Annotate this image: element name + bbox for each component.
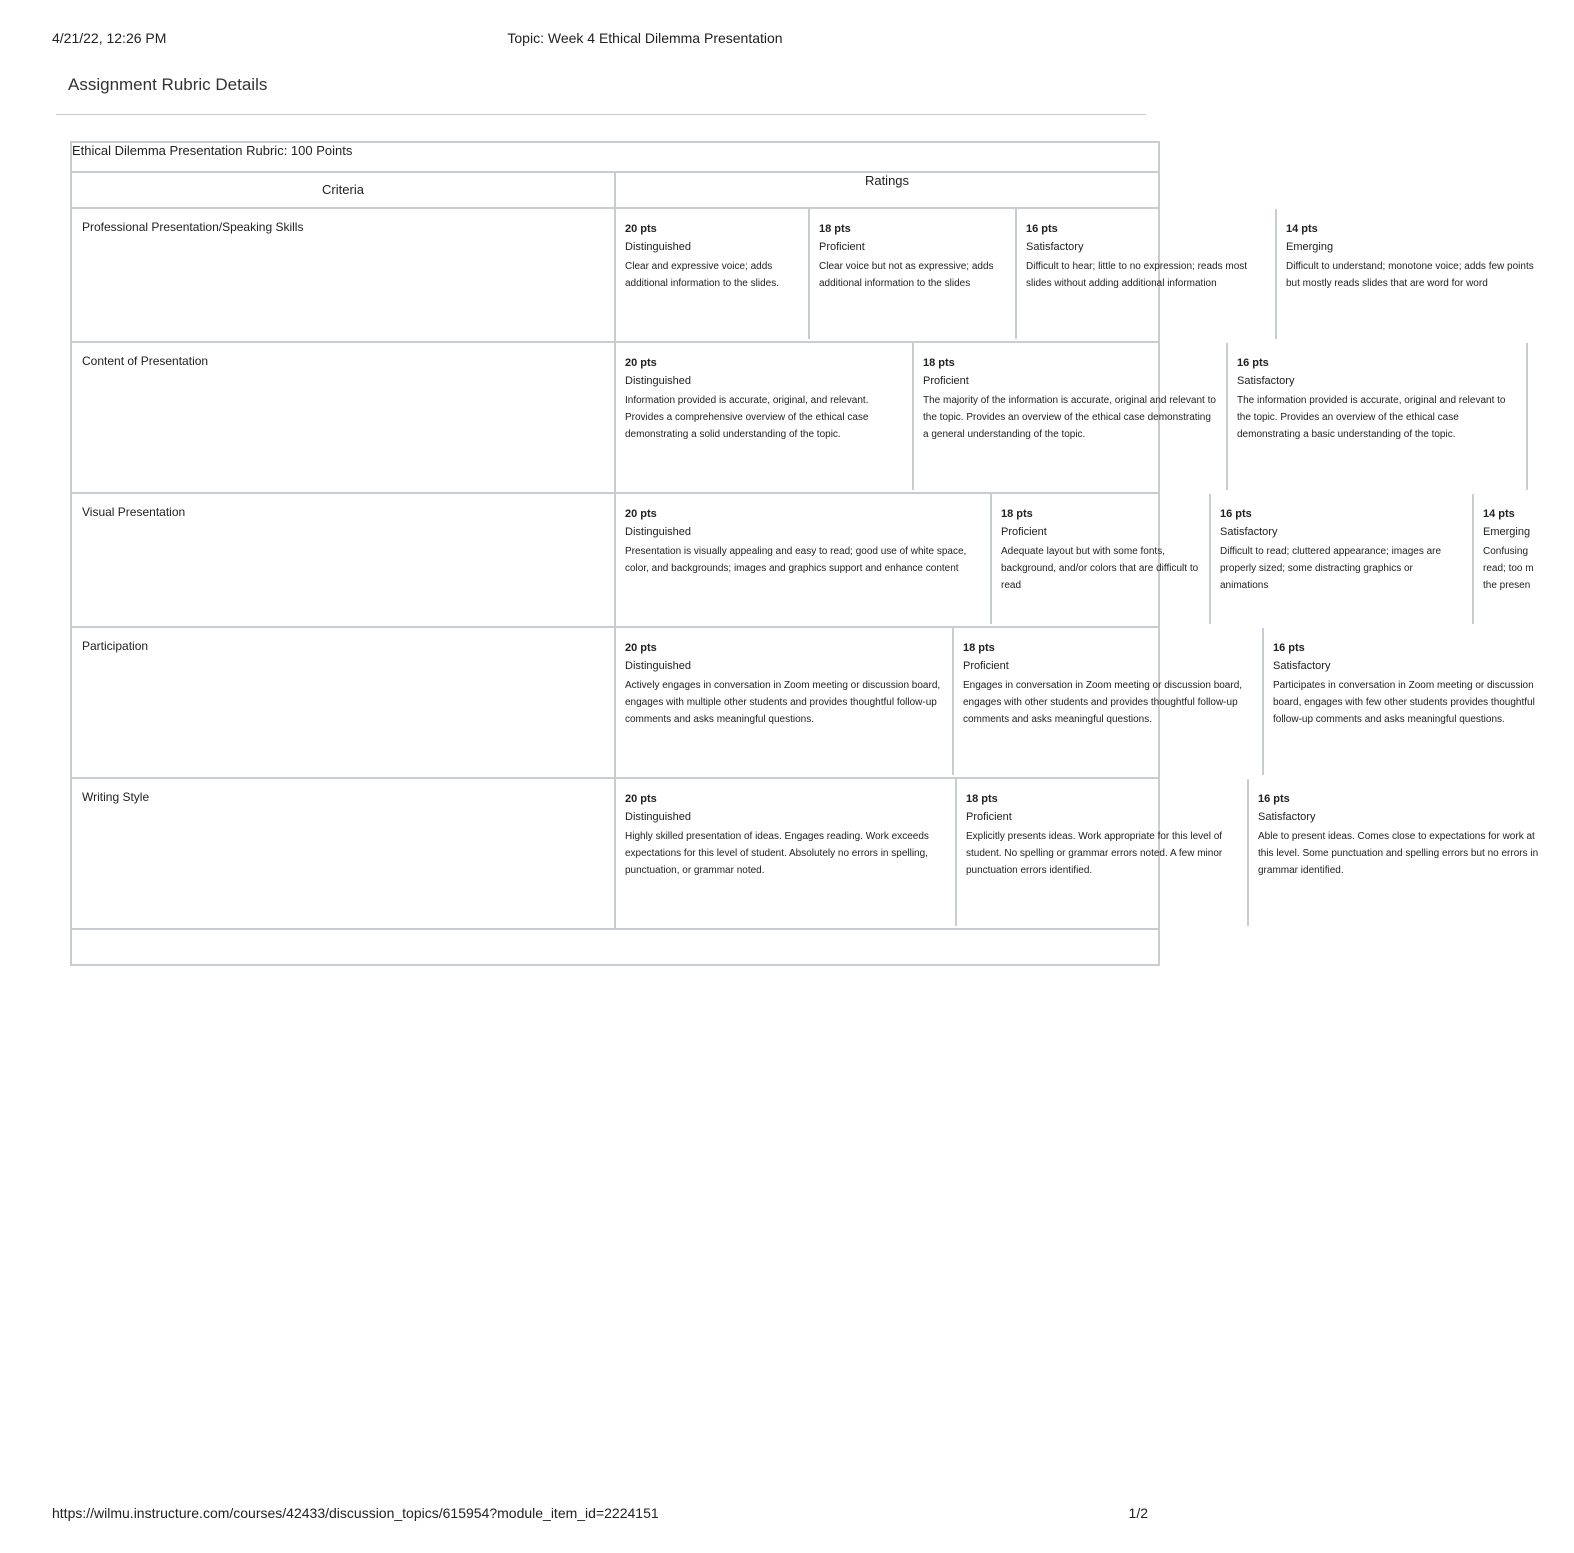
rating-points: 14 pts xyxy=(1286,223,1318,235)
rating-description: Clear voice but not as expressive; adds additional information to the slides xyxy=(819,261,994,289)
rating-cell xyxy=(616,209,810,339)
rating-description: Difficult to understand; monotone voice; adds few points but mostly reads slides that are word for word xyxy=(1286,261,1534,289)
rating-description: Explicitly presents ideas. Work appropriate for this level of student. No spelling or grammar errors noted. A few minor punctuation errors identified. xyxy=(966,831,1223,876)
criteria-label: Participation xyxy=(71,627,615,778)
rating-points: 18 pts xyxy=(963,642,995,654)
rating-cell xyxy=(616,628,954,775)
rating-cell xyxy=(914,343,1228,490)
rating-cell xyxy=(992,494,1211,624)
print-title: Topic: Week 4 Ethical Dilemma Presentation xyxy=(507,30,783,46)
criteria-header: Criteria xyxy=(71,172,615,208)
criteria-label: Writing Style xyxy=(71,778,615,929)
page-number: 1/2 xyxy=(1128,1505,1148,1521)
rating-cell xyxy=(616,494,992,624)
rating-cell xyxy=(1474,494,1574,624)
rating-level: Distinguished xyxy=(625,660,692,672)
rubric-total-row xyxy=(71,929,1159,965)
criteria-label: Content of Presentation xyxy=(71,342,615,493)
rating-points: 20 pts xyxy=(625,642,657,654)
rating-cell xyxy=(810,209,1017,339)
rating-level: Emerging xyxy=(1483,526,1531,538)
ratings-group xyxy=(615,778,1539,929)
rating-points: 16 pts xyxy=(1220,508,1252,520)
rating-description: Participates in conversation in Zoom meeting or discussion board, engages with few other students provides thoughtful follow-up comments and asks meaningful questions. xyxy=(1273,680,1535,725)
rating-level: Distinguished xyxy=(625,811,692,823)
rating-points: 16 pts xyxy=(1258,793,1290,805)
rating-points: 14 pts xyxy=(1483,508,1515,520)
rating-cell xyxy=(616,343,914,490)
rubric-row-content xyxy=(71,342,1159,493)
rating-points: 18 pts xyxy=(923,357,955,369)
rating-cell xyxy=(616,779,957,926)
rating-description: The information provided is accurate, original and relevant to the topic. Provides an overview of the ethical case demonstrating a basic understanding of the topic. xyxy=(1237,395,1506,440)
rating-description: Difficult to hear; little to no expression; reads most slides without adding additional information xyxy=(1026,261,1248,289)
rating-description: Actively engages in conversation in Zoom meeting or discussion board, engages with multiple other students and provides thoughtful follow-up comments and asks meaningful questions. xyxy=(625,680,941,725)
rating-points: 20 pts xyxy=(625,223,657,235)
rating-description: Information provided is accurate, original, and relevant. Provides a comprehensive overview of the ethical case demonstrating a solid understanding of the topic. xyxy=(625,395,869,440)
rubric-row-participation xyxy=(71,627,1159,778)
rubric-container xyxy=(70,141,1539,966)
ratings-header: Ratings xyxy=(615,172,1159,208)
rating-level: Distinguished xyxy=(625,241,692,253)
page-title: Assignment Rubric Details xyxy=(68,75,268,94)
rating-description: Engages in conversation in Zoom meeting or discussion board, engages with other students and provides thoughtful follow-up comments and asks meaningful questions. xyxy=(963,680,1243,725)
rating-cell xyxy=(1249,779,1554,926)
criteria-label: Professional Presentation/Speaking Skills xyxy=(71,208,615,342)
rubric-row-professional xyxy=(71,208,1159,342)
rating-level: Distinguished xyxy=(625,375,692,387)
rubric-row-visual xyxy=(71,493,1159,627)
ratings-group xyxy=(615,208,1534,342)
print-date: 4/21/22, 12:26 PM xyxy=(52,30,167,46)
rating-level: Proficient xyxy=(819,241,865,253)
rating-cell xyxy=(1211,494,1474,624)
rating-points: 16 pts xyxy=(1237,357,1269,369)
rating-points: 20 pts xyxy=(625,357,657,369)
rating-description: Difficult to read; cluttered appearance; images are properly sized; some distracting graphics or animations xyxy=(1220,546,1442,591)
ratings-group xyxy=(615,493,1534,627)
rating-points: 16 pts xyxy=(1026,223,1058,235)
rating-level: Satisfactory xyxy=(1273,660,1331,672)
rating-cell xyxy=(1264,628,1554,775)
rubric-caption-row xyxy=(71,142,1159,172)
rating-cell xyxy=(1277,209,1547,339)
rating-points: 18 pts xyxy=(819,223,851,235)
rating-cell xyxy=(1228,343,1528,490)
rubric-table xyxy=(70,141,1539,966)
heading-divider xyxy=(56,114,1146,115)
rating-description: The majority of the information is accurate, original and relevant to the topic. Provides an overview of the ethical case demonstrating a general understanding of the topic. xyxy=(923,395,1216,440)
rating-description: Able to present ideas. Comes close to expectations for work at this level. Some punctuation and spelling errors but no errors in grammar identified. xyxy=(1258,831,1539,876)
rating-level: Satisfactory xyxy=(1237,375,1295,387)
rating-description: Clear and expressive voice; adds additional information to the slides. xyxy=(625,261,779,289)
ratings-group xyxy=(615,627,1535,778)
ratings-group xyxy=(615,342,1506,493)
print-header xyxy=(52,30,1148,50)
rating-level: Proficient xyxy=(963,660,1009,672)
rating-cell-cutoff xyxy=(1528,343,1548,490)
rubric-row-writing xyxy=(71,778,1159,929)
rating-cell xyxy=(957,779,1249,926)
rubric-header-row xyxy=(71,172,1159,208)
rating-level: Satisfactory xyxy=(1026,241,1084,253)
rating-level: Distinguished xyxy=(625,526,692,538)
rating-description: Presentation is visually appealing and easy to read; good use of white space, color, and backgrounds; images and graphics support and enhance content xyxy=(625,546,967,574)
rating-points: 20 pts xyxy=(625,793,657,805)
rating-level: Proficient xyxy=(923,375,969,387)
rubric-caption: Ethical Dilemma Presentation Rubric: 100 Points xyxy=(71,142,1159,172)
rating-description: Highly skilled presentation of ideas. Engages reading. Work exceeds expectations for this level of student. Absolutely no errors in spelling, punctuation, or grammar noted. xyxy=(625,831,929,876)
page-url: https://wilmu.instructure.com/courses/42433/discussion_topics/615954?module_item_id=2224151 xyxy=(52,1505,659,1521)
rating-level: Satisfactory xyxy=(1258,811,1316,823)
rubric-total-cell xyxy=(71,929,1159,965)
rating-points: 18 pts xyxy=(966,793,998,805)
rating-cell xyxy=(1017,209,1277,339)
rating-description: Adequate layout but with some fonts, background, and/or colors that are difficult to read xyxy=(1001,546,1199,591)
rating-points: 16 pts xyxy=(1273,642,1305,654)
rating-level: Proficient xyxy=(966,811,1012,823)
rating-description: Confusing read; too m the presen xyxy=(1483,546,1534,591)
rating-points: 18 pts xyxy=(1001,508,1033,520)
rating-points: 20 pts xyxy=(625,508,657,520)
criteria-label: Visual Presentation xyxy=(71,493,615,627)
rating-level: Satisfactory xyxy=(1220,526,1278,538)
rating-level: Emerging xyxy=(1286,241,1334,253)
rating-cell xyxy=(954,628,1264,775)
rating-level: Proficient xyxy=(1001,526,1047,538)
